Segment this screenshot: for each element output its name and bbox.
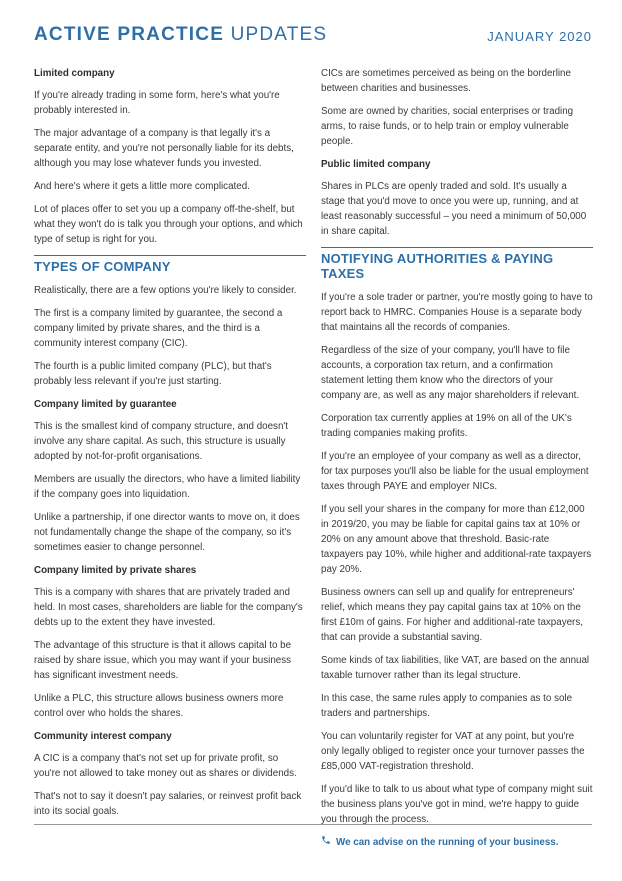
newsletter-title xyxy=(34,24,327,46)
page-header xyxy=(34,22,592,54)
plc-heading: Public limited company xyxy=(321,159,431,170)
paragraph: Shares in PLCs are openly traded and sold. It's usually a stage that you'd move to once you were up, running, and at least reasonably successful – you need a minimum of 50,000 in share capital. xyxy=(321,181,587,237)
paragraph: Members are usually the directors, who have a limited liability if the company goes into liquidation. xyxy=(34,474,301,500)
paragraph: And here's where it gets a little more complicated. xyxy=(34,181,250,192)
paragraph: Realistically, there are a few options you're likely to consider. xyxy=(34,285,297,296)
limited-company-heading: Limited company xyxy=(34,68,115,79)
paragraph: Regardless of the size of your company, you'll have to file accounts, a corporation tax return, and a confirmation statement letting them know who the directors of your company are, as well as any major shareholders if relevant. xyxy=(321,345,580,401)
paragraph: If you're a sole trader or partner, you're mostly going to have to report back to HMRC. Companies House is a separate body that maintains all the records of companies. xyxy=(321,292,593,333)
paragraph: If you sell your shares in the company for more than £12,000 in 2019/20, you may be liable for capital gains tax at 10% or 20% on any amount above that threshold. Basic-rate taxpayers pay 10%, while higher and additional-rate taxpayers pay 20%. xyxy=(321,504,592,575)
title-bold: ACTIVE PRACTICE xyxy=(34,24,225,45)
paragraph: Unlike a PLC, this structure allows business owners more control over who holds the shares. xyxy=(34,693,284,719)
paragraph: The first is a company limited by guarantee, the second a company limited by private shares, and the third is a community interest company (CIC). xyxy=(34,308,283,349)
paragraph: Some kinds of tax liabilities, like VAT, are based on the annual taxable turnover rather than its legal structure. xyxy=(321,655,590,681)
phone-icon xyxy=(321,835,331,850)
issue-date: JANUARY 2020 xyxy=(487,29,592,44)
paragraph: You can voluntarily register for VAT at any point, but you're only legally obliged to register once your turnover passes the £85,000 VAT-registration threshold. xyxy=(321,731,585,772)
paragraph: If you're an employee of your company as well as a director, for tax purposes you'll also be liable for the usual employment taxes through PAYE and employer NICs. xyxy=(321,451,589,492)
advice-call-to-action xyxy=(321,835,593,850)
paragraph: Lot of places offer to set you up a company off-the-shelf, but what they won't do is talk you through your options, and which type of setup is right for you. xyxy=(34,204,303,245)
paragraph: CICs are sometimes perceived as being on the borderline between charities and businesses. xyxy=(321,68,571,94)
paragraph: Unlike a partnership, if one director wants to move on, it does not fundamentally change the shape of the company, so it's sometimes easier to change personnel. xyxy=(34,512,300,553)
title-light: UPDATES xyxy=(230,24,328,45)
footer-divider xyxy=(34,824,592,825)
right-column xyxy=(321,66,593,850)
paragraph: Some are owned by charities, social enterprises or trading arms, to raise funds, or to help train or employ vulnerable people. xyxy=(321,106,574,147)
paragraph: In this case, the same rules apply to companies as to sole traders and partnerships. xyxy=(321,693,573,719)
paragraph: Corporation tax currently applies at 19% on all of the UK's trading companies making profits. xyxy=(321,413,572,439)
paragraph: If you'd like to talk to us about what type of company might suit the business plans you've got in mind, we're happy to guide you through the process. xyxy=(321,784,593,825)
cic-heading: Community interest company xyxy=(34,731,172,742)
paragraph: This is a company with shares that are privately traded and held. In most cases, shareholders are liable for the company's debts up to the extent they have invested. xyxy=(34,587,303,628)
paragraph: A CIC is a company that's not set up for private profit, so you're not allowed to take money out as shares or dividends. xyxy=(34,753,297,779)
paragraph: Business owners can sell up and qualify for entrepreneurs' relief, which means they pay capital gains tax at 10% on the first £10m of gains. For higher and additional-rate taxpayers, that can provide a substantial saving. xyxy=(321,587,583,643)
notifying-authorities-heading: NOTIFYING AUTHORITIES & PAYING TAXES xyxy=(321,247,593,281)
paragraph: The advantage of this structure is that it allows capital to be raised by share issue, which you may want if your business has significant investment needs. xyxy=(34,640,292,681)
paragraph: This is the smallest kind of company structure, and doesn't involve any share capital. As such, this structure is usually adopted by not-for-profit organisations. xyxy=(34,421,288,462)
paragraph: That's not to say it doesn't pay salaries, or reinvest profit back into its social goals. xyxy=(34,791,302,817)
types-of-company-heading: TYPES OF COMPANY xyxy=(34,255,306,274)
cta-text: We can advise on the running of your business. xyxy=(336,837,559,848)
private-shares-heading: Company limited by private shares xyxy=(34,565,197,576)
paragraph: If you're already trading in some form, here's what you're probably interested in. xyxy=(34,90,280,116)
paragraph: The major advantage of a company is that legally it's a separate entity, and you're not personally liable for its debts, although you may lose whatever funds you invested. xyxy=(34,128,294,169)
left-column xyxy=(34,66,306,827)
paragraph: The fourth is a public limited company (PLC), but that's probably less relevant if you're just starting. xyxy=(34,361,272,387)
guarantee-heading: Company limited by guarantee xyxy=(34,399,177,410)
